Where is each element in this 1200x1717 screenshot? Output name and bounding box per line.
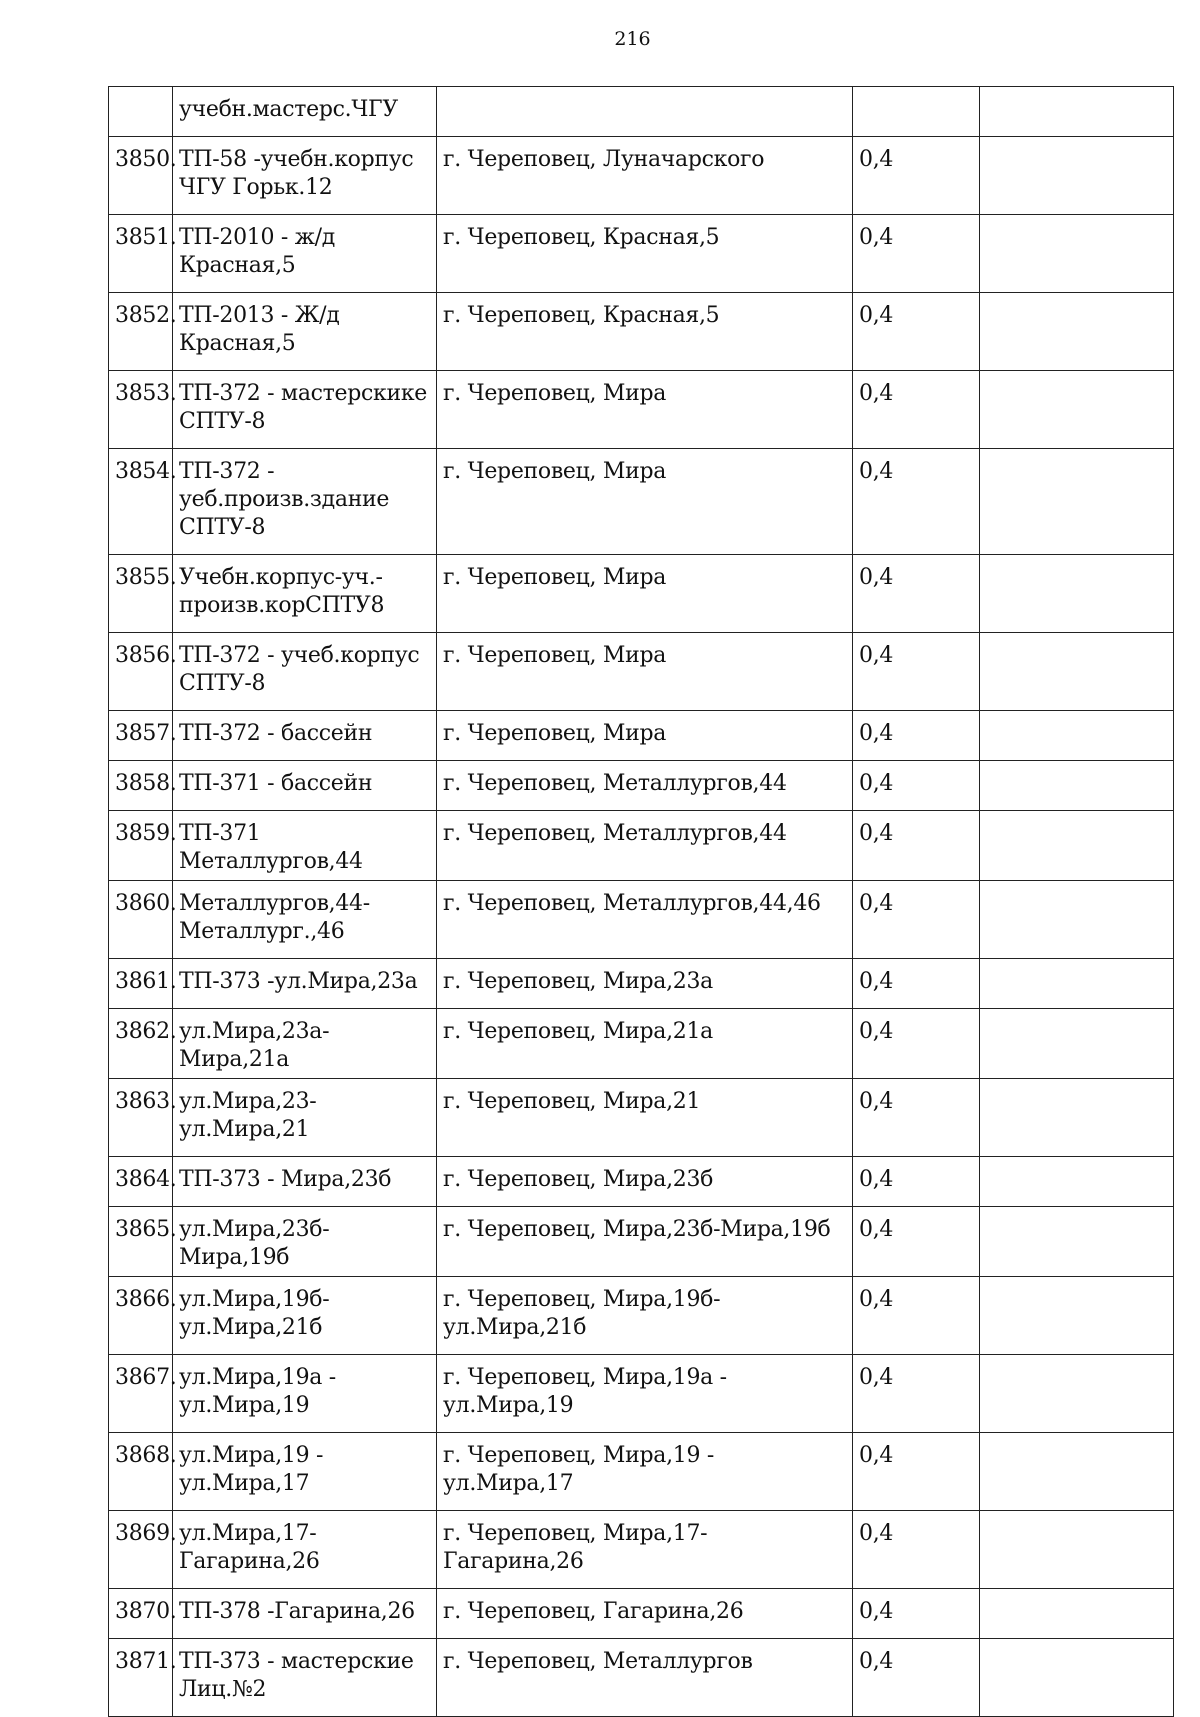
object-name-cell: ТП-372 - мастерскике СПТУ-8	[173, 371, 437, 449]
table-row	[109, 959, 1174, 1009]
table-row	[109, 1589, 1174, 1639]
row-number-cell: 3861.	[109, 959, 173, 1009]
address-cell: г. Череповец, Металлургов,44	[437, 811, 853, 881]
row-number-cell: 3854.	[109, 449, 173, 555]
object-name-cell: ул.Мира,23-ул.Мира,21	[173, 1079, 437, 1157]
table-row	[109, 1639, 1174, 1717]
voltage-cell: 0,4	[853, 711, 980, 761]
object-name-cell: ул.Мира,23б-Мира,19б	[173, 1207, 437, 1277]
voltage-cell: 0,4	[853, 1157, 980, 1207]
row-number-cell: 3866.	[109, 1277, 173, 1355]
voltage-cell: 0,4	[853, 761, 980, 811]
address-cell: г. Череповец, Красная,5	[437, 293, 853, 371]
voltage-cell: 0,4	[853, 881, 980, 959]
extra-cell	[980, 1079, 1174, 1157]
row-number-cell: 3857.	[109, 711, 173, 761]
table-row	[109, 371, 1174, 449]
object-name-cell: учебн.мастерс.ЧГУ	[173, 87, 437, 137]
facilities-table	[108, 86, 1174, 1717]
table-row	[109, 1355, 1174, 1433]
voltage-cell: 0,4	[853, 633, 980, 711]
address-cell: г. Череповец, Мира,19 - ул.Мира,17	[437, 1433, 853, 1511]
table-row	[109, 137, 1174, 215]
address-cell: г. Череповец, Мира,21	[437, 1079, 853, 1157]
row-number-cell: 3852.	[109, 293, 173, 371]
address-cell: г. Череповец, Металлургов	[437, 1639, 853, 1717]
object-name-cell: ТП-372 - бассейн	[173, 711, 437, 761]
address-cell: г. Череповец, Мира	[437, 555, 853, 633]
object-name-cell: ул.Мира,17-Гагарина,26	[173, 1511, 437, 1589]
row-number-cell: 3863.	[109, 1079, 173, 1157]
table-row	[109, 1157, 1174, 1207]
object-name-cell: ул.Мира,19б-ул.Мира,21б	[173, 1277, 437, 1355]
address-cell: г. Череповец, Мира,19а - ул.Мира,19	[437, 1355, 853, 1433]
table-row	[109, 215, 1174, 293]
voltage-cell: 0,4	[853, 371, 980, 449]
row-number-cell: 3865.	[109, 1207, 173, 1277]
extra-cell	[980, 711, 1174, 761]
row-number-cell: 3862.	[109, 1009, 173, 1079]
row-number-cell: 3850.	[109, 137, 173, 215]
extra-cell	[980, 449, 1174, 555]
object-name-cell: ул.Мира,23а-Мира,21а	[173, 1009, 437, 1079]
page-number: 216	[614, 28, 651, 50]
voltage-cell: 0,4	[853, 1277, 980, 1355]
extra-cell	[980, 1639, 1174, 1717]
row-number-cell: 3864.	[109, 1157, 173, 1207]
voltage-cell: 0,4	[853, 555, 980, 633]
address-cell: г. Череповец, Красная,5	[437, 215, 853, 293]
address-cell: г. Череповец, Мира	[437, 633, 853, 711]
table-row	[109, 1277, 1174, 1355]
extra-cell	[980, 881, 1174, 959]
row-number-cell: 3856.	[109, 633, 173, 711]
extra-cell	[980, 293, 1174, 371]
voltage-cell	[853, 87, 980, 137]
table-row	[109, 881, 1174, 959]
table-row	[109, 1079, 1174, 1157]
voltage-cell: 0,4	[853, 449, 980, 555]
address-cell: г. Череповец, Мира,21а	[437, 1009, 853, 1079]
voltage-cell: 0,4	[853, 1355, 980, 1433]
object-name-cell: ТП-2010 - ж/д Красная,5	[173, 215, 437, 293]
voltage-cell: 0,4	[853, 1639, 980, 1717]
table-row	[109, 1433, 1174, 1511]
extra-cell	[980, 1207, 1174, 1277]
voltage-cell: 0,4	[853, 959, 980, 1009]
extra-cell	[980, 215, 1174, 293]
address-cell: г. Череповец, Мира,23б-Мира,19б	[437, 1207, 853, 1277]
address-cell: г. Череповец, Мира	[437, 371, 853, 449]
object-name-cell: Металлургов,44-Металлург.,46	[173, 881, 437, 959]
address-cell: г. Череповец, Мира,23б	[437, 1157, 853, 1207]
object-name-cell: ТП-371 - бассейн	[173, 761, 437, 811]
table-row	[109, 293, 1174, 371]
voltage-cell: 0,4	[853, 293, 980, 371]
voltage-cell: 0,4	[853, 811, 980, 881]
row-number-cell	[109, 87, 173, 137]
voltage-cell: 0,4	[853, 215, 980, 293]
object-name-cell: Учебн.корпус-уч.-произв.корСПТУ8	[173, 555, 437, 633]
object-name-cell: ТП-373 - мастерские Лиц.№2	[173, 1639, 437, 1717]
address-cell: г. Череповец, Гагарина,26	[437, 1589, 853, 1639]
voltage-cell: 0,4	[853, 1433, 980, 1511]
object-name-cell: ТП-378 -Гагарина,26	[173, 1589, 437, 1639]
voltage-cell: 0,4	[853, 1079, 980, 1157]
object-name-cell: ТП-371 Металлургов,44	[173, 811, 437, 881]
extra-cell	[980, 371, 1174, 449]
table-row	[109, 761, 1174, 811]
address-cell: г. Череповец, Мира	[437, 449, 853, 555]
table-row	[109, 449, 1174, 555]
extra-cell	[980, 555, 1174, 633]
row-number-cell: 3871.	[109, 1639, 173, 1717]
object-name-cell: ул.Мира,19а - ул.Мира,19	[173, 1355, 437, 1433]
row-number-cell: 3853.	[109, 371, 173, 449]
voltage-cell: 0,4	[853, 1207, 980, 1277]
address-cell	[437, 87, 853, 137]
extra-cell	[980, 1355, 1174, 1433]
address-cell: г. Череповец, Мира,17- Гагарина,26	[437, 1511, 853, 1589]
table-row	[109, 711, 1174, 761]
extra-cell	[980, 1589, 1174, 1639]
address-cell: г. Череповец, Мира,23а	[437, 959, 853, 1009]
voltage-cell: 0,4	[853, 1009, 980, 1079]
row-number-cell: 3867.	[109, 1355, 173, 1433]
address-cell: г. Череповец, Металлургов,44,46	[437, 881, 853, 959]
extra-cell	[980, 761, 1174, 811]
table-row	[109, 87, 1174, 137]
table-row	[109, 633, 1174, 711]
object-name-cell: ТП-58 -учебн.корпус ЧГУ Горьк.12	[173, 137, 437, 215]
extra-cell	[980, 87, 1174, 137]
table-body	[109, 87, 1174, 1717]
extra-cell	[980, 1433, 1174, 1511]
table-row	[109, 555, 1174, 633]
row-number-cell: 3869.	[109, 1511, 173, 1589]
object-name-cell: ТП-372 - учеб.корпус СПТУ-8	[173, 633, 437, 711]
table-row	[109, 811, 1174, 881]
address-cell: г. Череповец, Мира	[437, 711, 853, 761]
address-cell: г. Череповец, Металлургов,44	[437, 761, 853, 811]
address-cell: г. Череповец, Мира,19б-ул.Мира,21б	[437, 1277, 853, 1355]
object-name-cell: ул.Мира,19 - ул.Мира,17	[173, 1433, 437, 1511]
voltage-cell: 0,4	[853, 1511, 980, 1589]
row-number-cell: 3858.	[109, 761, 173, 811]
object-name-cell: ТП-373 -ул.Мира,23а	[173, 959, 437, 1009]
row-number-cell: 3870.	[109, 1589, 173, 1639]
voltage-cell: 0,4	[853, 137, 980, 215]
object-name-cell: ТП-372 - уеб.произв.здание СПТУ-8	[173, 449, 437, 555]
table-row	[109, 1207, 1174, 1277]
extra-cell	[980, 1277, 1174, 1355]
object-name-cell: ТП-373 - Мира,23б	[173, 1157, 437, 1207]
extra-cell	[980, 1009, 1174, 1079]
extra-cell	[980, 137, 1174, 215]
table-row	[109, 1009, 1174, 1079]
row-number-cell: 3851.	[109, 215, 173, 293]
extra-cell	[980, 811, 1174, 881]
row-number-cell: 3859.	[109, 811, 173, 881]
extra-cell	[980, 1511, 1174, 1589]
address-cell: г. Череповец, Луначарского	[437, 137, 853, 215]
table-row	[109, 1511, 1174, 1589]
row-number-cell: 3855.	[109, 555, 173, 633]
voltage-cell: 0,4	[853, 1589, 980, 1639]
row-number-cell: 3860.	[109, 881, 173, 959]
extra-cell	[980, 959, 1174, 1009]
extra-cell	[980, 1157, 1174, 1207]
object-name-cell: ТП-2013 - Ж/д Красная,5	[173, 293, 437, 371]
extra-cell	[980, 633, 1174, 711]
row-number-cell: 3868.	[109, 1433, 173, 1511]
